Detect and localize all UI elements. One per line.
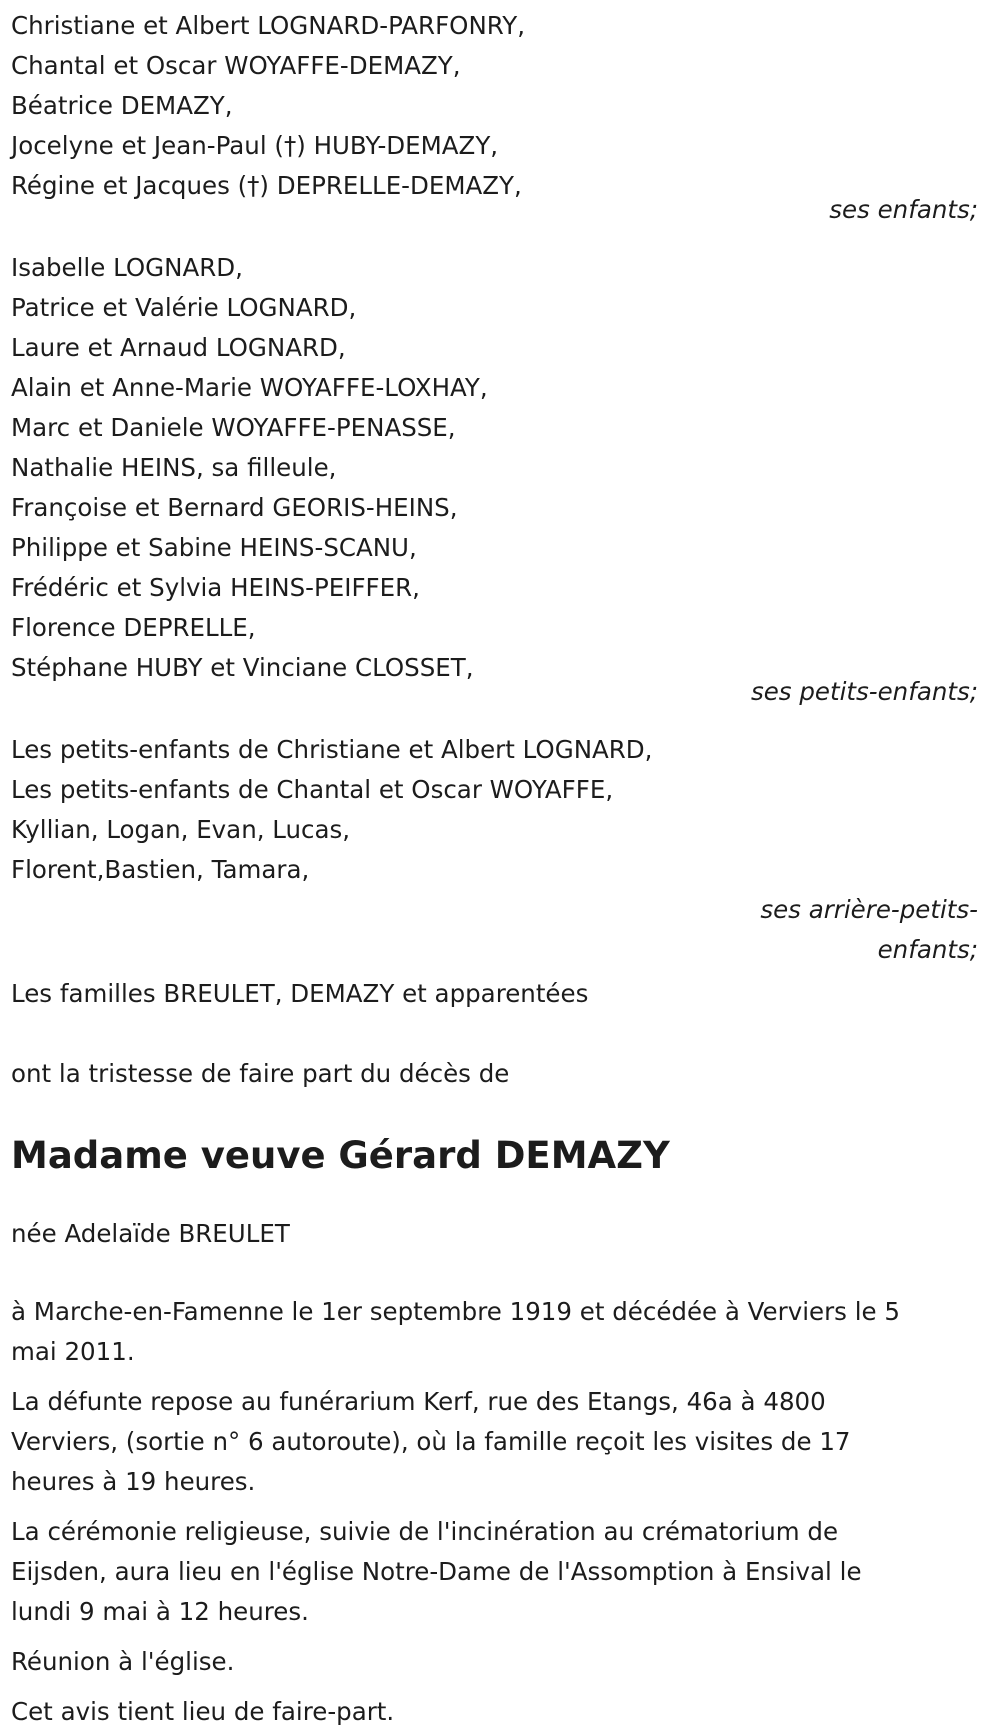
ceremony-paragraph — [11, 1512, 986, 1632]
grandchild-name: Laure et Arnaud LOGNARD, — [11, 333, 346, 362]
birth-death-paragraph — [11, 1292, 986, 1372]
child-name: Jocelyne et Jean-Paul (†) HUBY-DEMAZY, — [11, 131, 499, 160]
great-grandchild-name: Les petits-enfants de Chantal et Oscar WOYAFFE, — [11, 775, 614, 804]
repose-line: heures à 19 heures. — [11, 1467, 256, 1496]
great-grandchild-name: Florent,Bastien, Tamara, — [11, 855, 310, 884]
grandchild-name: Florence DEPRELLE, — [11, 613, 256, 642]
child-name: Régine et Jacques (†) DEPRELLE-DEMAZY, — [11, 171, 522, 200]
announcement-line: ont la tristesse de faire part du décès de — [11, 1059, 510, 1088]
birth-death-line: à Marche-en-Famenne le 1er septembre 1919 et décédée à Verviers le 5 — [11, 1297, 900, 1326]
ceremony-line: La cérémonie religieuse, suivie de l'incinération au crématorium de — [11, 1517, 839, 1546]
grandchildren-list — [11, 248, 986, 712]
great-grandchild-name: Kyllian, Logan, Evan, Lucas, — [11, 815, 351, 844]
faire-part-line: Cet avis tient lieu de faire-part. — [11, 1697, 395, 1726]
grandchild-name: Isabelle LOGNARD, — [11, 253, 243, 282]
families-line: Les familles BREULET, DEMAZY et apparentées — [11, 979, 589, 1008]
children-list — [11, 6, 986, 230]
grandchild-name: Alain et Anne-Marie WOYAFFE-LOXHAY, — [11, 373, 488, 402]
grandchild-name: Nathalie HEINS, sa filleule, — [11, 453, 337, 482]
grandchild-name: Frédéric et Sylvia HEINS-PEIFFER, — [11, 573, 420, 602]
grandchild-name: Philippe et Sabine HEINS-SCANU, — [11, 533, 417, 562]
deceased-name: Madame veuve Gérard DEMAZY — [11, 1134, 670, 1177]
great-grandchildren-list — [11, 730, 986, 970]
reunion-line: Réunion à l'église. — [11, 1647, 235, 1676]
child-name: Christiane et Albert LOGNARD-PARFONRY, — [11, 11, 525, 40]
child-name: Béatrice DEMAZY, — [11, 91, 233, 120]
grandchild-name: Stéphane HUBY et Vinciane CLOSSET, — [11, 653, 474, 682]
grandchild-name: Françoise et Bernard GEORIS-HEINS, — [11, 493, 458, 522]
grandchild-name: Patrice et Valérie LOGNARD, — [11, 293, 357, 322]
great-grandchild-name: Les petits-enfants de Christiane et Albert LOGNARD, — [11, 735, 653, 764]
ceremony-line: Eijsden, aura lieu en l'église Notre-Dame de l'Assomption à Ensival le — [11, 1557, 862, 1586]
children-role-label: ses enfants; — [829, 195, 978, 224]
repose-paragraph — [11, 1382, 986, 1502]
birth-death-line: mai 2011. — [11, 1337, 135, 1366]
ceremony-line: lundi 9 mai à 12 heures. — [11, 1597, 309, 1626]
grandchild-name: Marc et Daniele WOYAFFE-PENASSE, — [11, 413, 456, 442]
repose-line: La défunte repose au funérarium Kerf, rue des Etangs, 46a à 4800 — [11, 1387, 826, 1416]
great-grandchildren-role-label-line1: ses arrière-petits- — [760, 895, 978, 924]
child-name: Chantal et Oscar WOYAFFE-DEMAZY, — [11, 51, 461, 80]
maiden-name: née Adelaïde BREULET — [11, 1219, 290, 1248]
grandchildren-role-label: ses petits-enfants; — [750, 677, 978, 706]
great-grandchildren-role-label-line2: enfants; — [877, 935, 978, 964]
repose-line: Verviers, (sortie n° 6 autoroute), où la famille reçoit les visites de 17 — [11, 1427, 851, 1456]
